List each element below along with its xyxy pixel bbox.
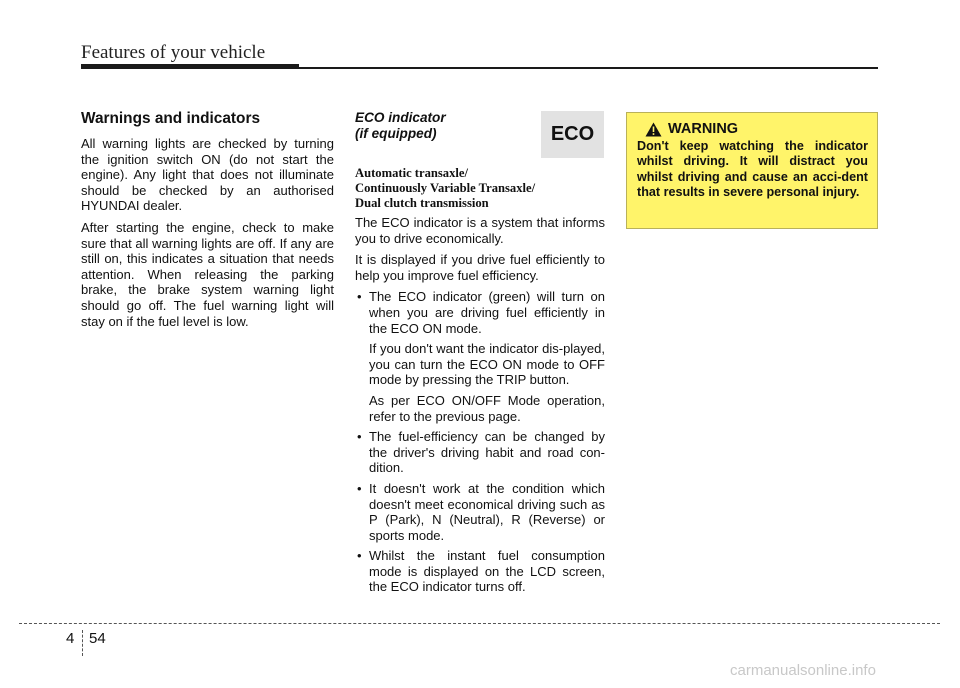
bullet-extra-1: If you don't want the indicator dis-played, you can turn the ECO ON mode to OFF mode by pressing the TRIP button. [369,341,605,388]
warnings-paragraph-2: After starting the engine, check to make sure that all warning lights are off. If any are still on, this indicates a situation that needs attention. When releasing the parking brake, the brake system warning light should go off. The fuel warning light will stay on if the fuel level is low. [81,219,334,329]
warning-text: Don't keep watching the indicator whilst driving. It will distract you whilst driving and cause an acci-dent that results in severe personal injury. [637,139,868,199]
bullet-dot: • [357,548,362,564]
warning-title: WARNING [668,121,739,137]
bullet-dot: • [357,429,362,445]
eco-paragraph-2: It is displayed if you drive fuel efficiently to help you improve fuel efficiency. [355,252,605,283]
list-item [355,429,605,476]
footer-dashed-divider [82,630,83,656]
bullet-text: The fuel-efficiency can be changed by the driver's driving habit and road con-dition. [369,429,605,476]
bullet-dot: • [357,289,362,305]
warnings-paragraph-1: All warning lights are checked by turning the ignition switch ON (do not start the engine). Any light that does not illuminate should be checked by an authorised HYUNDAI dealer. [81,136,334,214]
chapter-number: 4 [66,630,75,647]
eco-paragraph-1: The ECO indicator is a system that informs you to drive economically. [355,215,605,246]
list-item [355,289,605,424]
header-rule-thin [299,67,878,69]
list-item [355,548,605,595]
subtitle-line-3: Dual clutch transmission [355,196,489,210]
eco-indicator-title [355,110,525,142]
watermark-text: carmanualsonline.info [730,662,876,679]
transmission-subtitle [355,166,585,211]
eco-column [355,110,605,600]
bullet-dot: • [357,480,362,496]
eco-title-line-1: ECO indicator [355,110,446,125]
eco-indicator-badge: ECO [541,111,604,158]
eco-bullet-list [355,289,605,595]
subtitle-line-2: Continuously Variable Transaxle/ [355,181,536,195]
bullet-extra-2: As per ECO ON/OFF Mode operation, refer to the previous page. [369,392,605,424]
bullet-text: The ECO indicator (green) will turn on when you are driving fuel efficiently in the ECO ON mode. [369,289,605,336]
header-rule-thick [81,64,299,69]
footer-dashed-rule [19,623,940,624]
warnings-title: Warnings and indicators [81,110,261,127]
warning-triangle-icon [645,122,662,137]
list-item [355,481,605,543]
warning-header [637,121,868,137]
page-number: 54 [89,630,106,647]
subtitle-line-1: Automatic transaxle/ [355,166,468,180]
eco-title-line-2: (if equipped) [355,126,437,141]
bullet-text: Whilst the instant fuel consumption mode is displayed on the LCD screen, the ECO indicator turns off. [369,548,605,595]
page-header-title: Features of your vehicle [81,42,266,63]
warning-box [626,112,878,229]
warnings-column [81,110,334,335]
bullet-text: It doesn't work at the condition which doesn't meet economical driving such as P (Park), N (Neutral), R (Reverse) or sports mode. [369,480,605,543]
